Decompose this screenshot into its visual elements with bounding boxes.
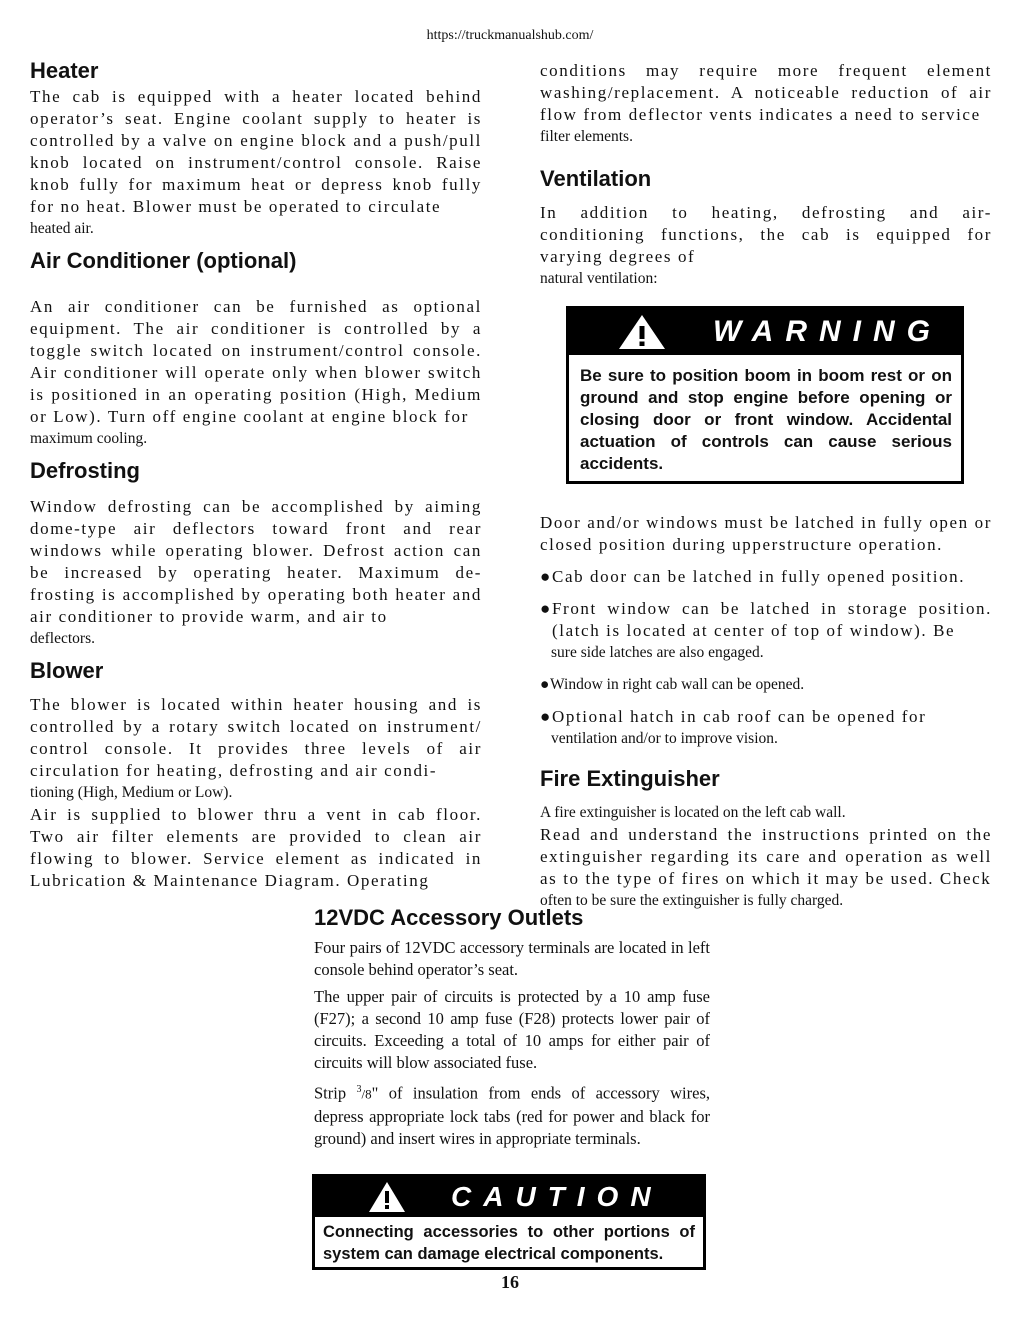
page-number: 16 [501,1272,519,1292]
blower-body-2: Air is supplied to blower thru a vent in cab floor. Two air filter elements are provided to clean air flowing to blower. Service element as indicated in Lubrication & Maintenance Diagram. Operating [30,805,482,890]
blower-body-2-continued: conditions may require more frequent element washing/replacement. A noticeable reduction of air flow from deflector vents indicates a need to service [540,61,992,124]
fire-extinguisher-line1: A fire extinguisher is located on the left cab wall. [540,804,846,821]
accessory-outlets-section [314,903,710,1270]
bullet-dot-icon: ● [540,676,550,693]
strip-text-rest: " of insulation from ends of accessory wires, depress appropriate lock tabs (red for power and black for ground) and insert wires in appropriate terminals. [314,1083,710,1148]
heater-body-end: heated air. [30,220,94,237]
right-column [540,60,992,912]
heater-body: The cab is equipped with a heater located behind operator’s seat. Engine coolant supply to heater is controlled by a valve on engine block and a push/pull knob located on instrument/control console. Raise knob fully for maximum heat or depress knob fully for no heat. Blower must be operated to circulate [30,87,482,216]
bullet-dot-icon: ● [540,707,552,726]
air-conditioner-body: An air conditioner can be furnished as optional equipment. The air conditioner is controlled by a toggle switch located on instrument/control console. Air conditioner will operate only when blower switch is positioned in an operating position (High, Medium or Low). Turn off engine coolant at engine block for [30,297,482,426]
warning-header [569,309,961,355]
blower-body-1: The blower is located within heater housing and is controlled by a rotary switch located on instrument/ control console. It provides three levels of air circulation for heating, defrosting and air condi- [30,695,482,780]
blower-heading: Blower [30,658,104,683]
fraction-denominator: /8 [361,1086,372,1102]
left-column [30,56,482,892]
warning-box [566,306,964,484]
caution-text: Connecting accessories to other portions of system can damage electrical components. [323,1222,695,1263]
blower-body-1-end: tioning (High, Medium or Low). [30,784,233,801]
caution-label: CAUTION [451,1180,663,1212]
bullet-dot-icon: ● [540,567,552,586]
ventilation-heading: Ventilation [540,166,652,191]
bullet-roof-hatch [540,706,992,728]
warning-label: WARNING [713,315,942,348]
bullet-front-window [540,598,992,642]
accessory-outlets-p2: The upper pair of circuits is protected by a 10 amp fuse (F27); a second 10 amp fuse (F28) protects lower pair of circuits. Exceeding a total of 10 amps for either pair of circuits will blow associated fuse. [314,987,710,1072]
air-conditioner-body-end: maximum cooling. [30,430,148,447]
air-conditioner-heading: Air Conditioner (optional) [30,248,297,273]
defrosting-body: Window defrosting can be accomplished by aiming dome-type air deflectors toward front and rear windows while operating blower. Defrost action can be increased by operating heater. Maximum de-frosting is accomplished by operating both heater and air conditioner to provide warm, and air to [30,497,482,626]
accessory-outlets-p1: Four pairs of 12VDC accessory terminals are located in left console behind operator’s seat. [314,938,710,979]
bullet-front-window-end: sure side latches are also engaged. [551,644,764,661]
bullet-roof-hatch-end: ventilation and/or to improve vision. [551,730,778,747]
blower-body-2-end: filter elements. [540,128,633,145]
warning-icon [617,313,667,351]
fraction-numerator: 3 [356,1084,362,1095]
warning-text: Be sure to position boom in boom rest or on ground and stop engine before opening or closing door or front window. Accidental actuation of controls can cause serious accidents. [580,366,952,473]
doors-intro: Door and/or windows must be latched in fully open or closed position during upperstructure operation. [540,513,992,554]
bullet-text: Optional hatch in cab roof can be opened for [552,707,927,726]
ventilation-body: In addition to heating, defrosting and air-conditioning functions, the cab is equipped for varying degrees of [540,203,992,266]
strip-text: Strip [314,1083,357,1103]
bullet-dot-icon: ● [540,599,552,618]
defrosting-body-end: deflectors. [30,630,95,647]
bullet-text: Cab door can be latched in fully opened position. [552,567,966,586]
caution-header [315,1177,703,1217]
bullet-text: Front window can be latched in storage position. (latch is located at center of top of window). Be [552,599,992,640]
fire-extinguisher-body: Read and understand the instructions printed on the extinguisher regarding its care and operation as well as to the type of fires on which it may be used. Check [540,825,992,888]
heater-heading: Heater [30,58,99,83]
bullet-text: Window in right cab wall can be opened. [550,676,805,693]
caution-box [312,1174,706,1270]
bullet-right-window [540,674,992,696]
bullet-cab-door [540,566,992,588]
accessory-outlets-heading: 12VDC Accessory Outlets [314,905,584,930]
defrosting-heading: Defrosting [30,458,140,483]
fire-extinguisher-heading: Fire Extinguisher [540,766,720,791]
fire-extinguisher-body-end: often to be sure the extinguisher is fully charged. [540,892,844,909]
source-url[interactable]: https://truckmanualshub.com/ [426,28,594,43]
ventilation-body-end: natural ventilation: [540,270,658,287]
caution-icon [367,1180,407,1214]
accessory-outlets-p3 [314,1079,710,1150]
